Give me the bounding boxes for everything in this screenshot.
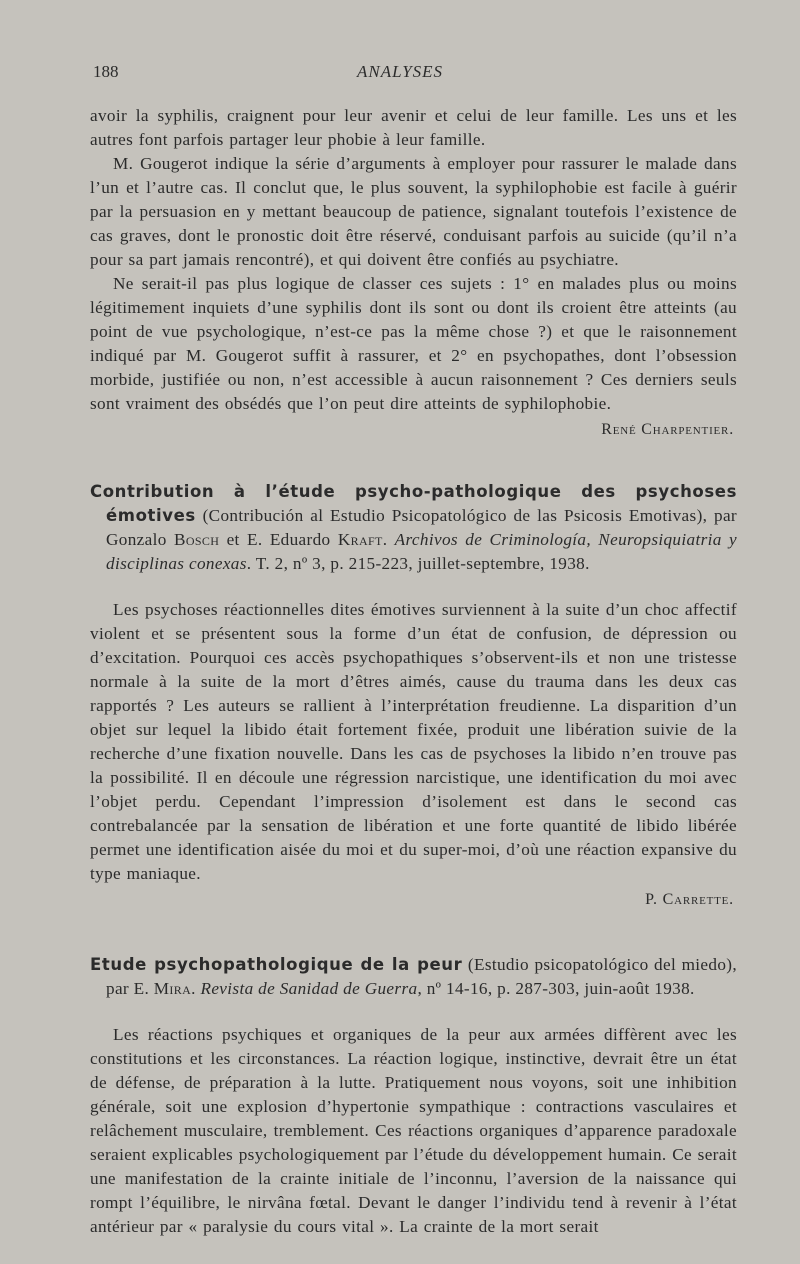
review3-title: Etude psychopathologique de la peur xyxy=(90,955,463,974)
page-header xyxy=(93,62,707,86)
review2-signature: P. Carrette. xyxy=(645,891,734,908)
review1-paragraph-1: avoir la syphilis, craignent pour leur avenir et celui de leur famille. Les uns et les autres font parfois partager leur phobie à leur famille. xyxy=(90,106,737,149)
review1-signature: René Charpentier. xyxy=(601,421,734,438)
review2-title: Contribution à l’étude psycho-pathologique des psychoses émotives xyxy=(90,482,737,525)
page-body xyxy=(90,104,737,1239)
review2-author-1: Bosch xyxy=(174,530,220,549)
review3-body: Les réactions psychiques et organiques de la peur aux armées diffèrent avec les constitutions et les circonstances. La réaction logique, instinctive, devrait être un état de défense, de préparation à la lutte. Pratiquement nous voyons, soit une inhibition générale, soit une explosion d’hypertonie sympathique : contractions vasculaires et relâchement musculaire, tremblement. Ces réactions organiques d’apparence paradoxale seraient explicables psychologiquement par l’étude du développement humain. Ce serait une manifestation de la crainte initiale de l’inconnu, l’aversion de la naissance qui rompt l’équilibre, le nirvâna fœtal. Devant le danger l’individu tend à revenir à l’état antérieur par « paralysie du cours vital ». La crainte de la mort serait xyxy=(90,1025,737,1236)
page-number: 188 xyxy=(93,62,119,81)
running-title: ANALYSES xyxy=(356,62,444,81)
review2-author-2: Kraft xyxy=(337,530,383,549)
review2-journal: Archivos de Criminología, Neuropsiquiatria y disciplinas conexas xyxy=(106,530,737,573)
review2-reference: Contribution à l’étude psycho-pathologique des psychoses émotives (Contribución al Estudio Psicopatológico de las Psicosis Emotivas), par Gonzalo Bosch et E. Eduardo Kraft. Archivos de Criminología, Neuropsiquiatria y disciplinas conexas. T. 2, nº 3, p. 215-223, juillet-septembre, 1938. xyxy=(90,482,737,573)
review2-body: Les psychoses réactionnelles dites émotives surviennent à la suite d’un choc affectif violent et se présentent sous la forme d’un état de confusion, de dépression ou d’excitation. Pourquoi ces accès psychopathiques s’observent-ils et non une tristesse normale à la suite de la mort d’êtres aimés, cause du trauma dans les deux cas rapportés ? Les auteurs se rallient à l’interprétation freudienne. La disparition d’un objet sur lequel la libido était fortement fixée, produit une libération suivie de la recherche d’une fixation nouvelle. Dans les cas de psychoses la libido n’en trouve pas la possibilité. Il en découle une régression narcistique, une identification du moi avec l’objet perdu. Cependant l’impression d’isolement est dans le second cas contrebalancée par la sensation de libération et une forte quantité de libido libérée permet une identification aisée du moi et du super-moi, d’où une réaction expansive du type maniaque. xyxy=(90,600,737,883)
review3-author: Mira xyxy=(153,979,192,998)
review1-paragraph-3: Ne serait-il pas plus logique de classer ces sujets : 1° en malades plus ou moins légitimement inquiets d’une syphilis dont ils sont ou dont ils croient être atteints (au point de vue psychologique, n’est-ce pas la même chose ?) et que le raisonnement indiqué par M. Gougerot suffit à rassurer, et 2° en psychopathes, dont l’obsession morbide, justifiée ou non, n’est accessible à aucun raisonnement ? Ces derniers seuls sont vraiment des obsédés que l’on peut dire atteints de syphilophobie. xyxy=(90,274,737,413)
review1-paragraph-2: M. Gougerot indique la série d’arguments à employer pour rassurer le malade dans l’un et l’autre cas. Il conclut que, le plus souvent, la syphilophobie est facile à guérir par la persuasion en y mettant beaucoup de patience, signalant toutefois l’existence de cas graves, dont le pronostic doit être réservé, conduisant parfois au suicide (qu’il n’a pour sa part jamais rencontré), et qui doivent être confiés au psychiatre. xyxy=(90,154,737,269)
review3-journal: Revista de Sanidad de Guerra xyxy=(200,979,418,998)
review3-reference: Etude psychopathologique de la peur (Estudio psicopatológico del miedo), par E. Mira. Revista de Sanidad de Guerra, nº 14-16, p. 287-303, juin-août 1938. xyxy=(90,955,738,998)
